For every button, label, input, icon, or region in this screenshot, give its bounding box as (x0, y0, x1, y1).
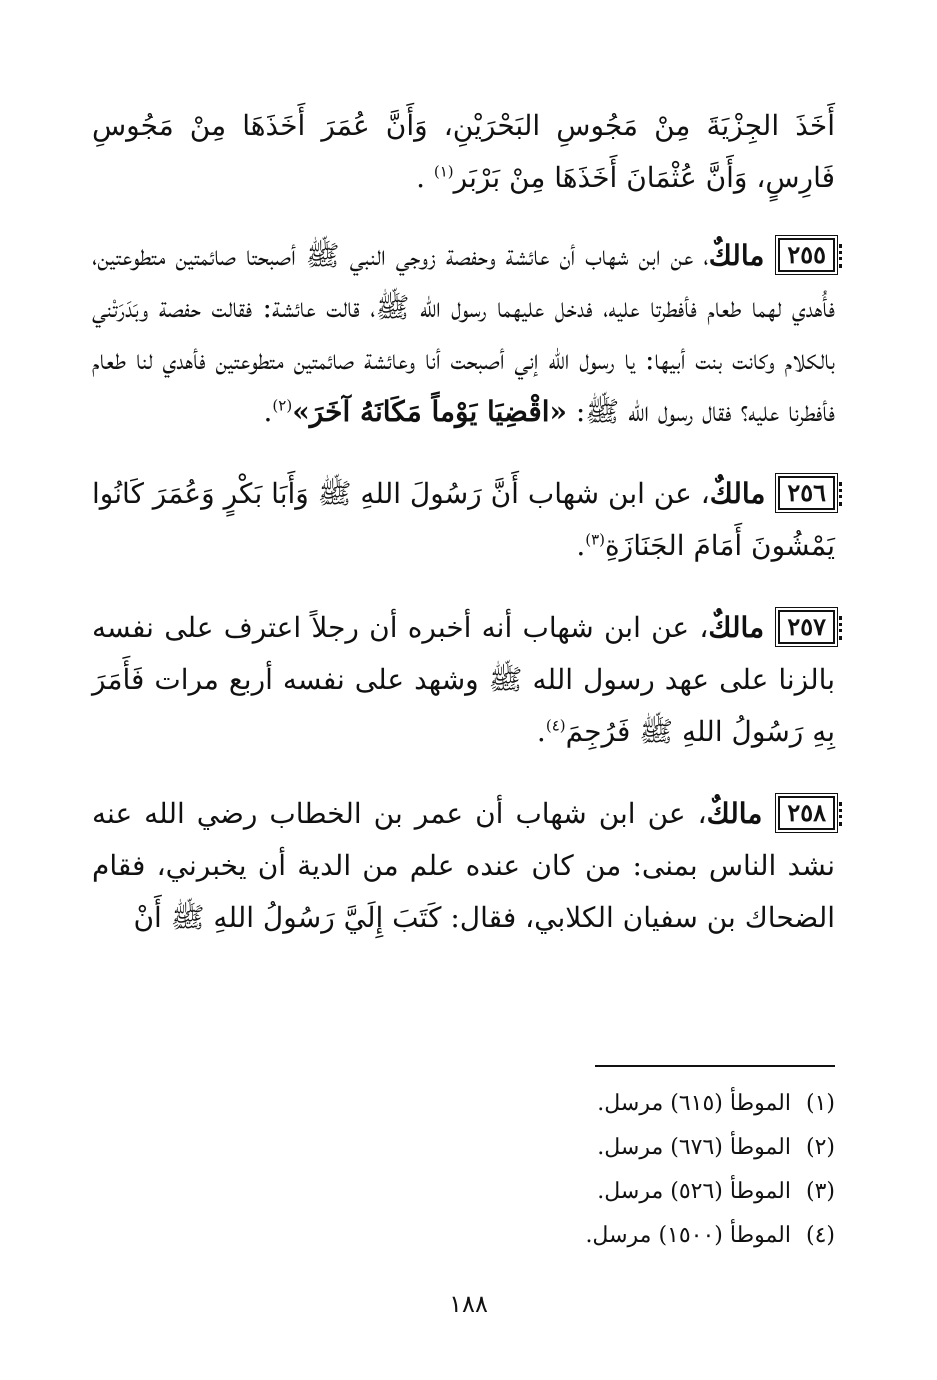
footnotes (235, 1082, 835, 1258)
hadith-text: ، عن ابن شهاب أن عائشة وحفصة زوجي النبي ﷺ أصبحتا صائمتين متطوعتين، فأُهدي لهما طعام فأفطرتا عليه، فدخل عليهما رسول الله ﷺ، قالت عائشة: فقالت حفصة وبَدَرَتْني بالكلام وكانت بنت أبيها: يا رسول الله إني أصبحت أنا وعائشة صائمتين متطوعتين فأهدي لنا طعام فأفطرنا عليه؟ فقال رسول الله ﷺ: (92, 239, 835, 428)
hadith-256 (92, 468, 835, 572)
narrator: مالكٌ (709, 477, 766, 510)
narrator: مالكٌ (706, 797, 763, 830)
hadith-text: ، عن ابن شهاب أَنَّ رَسُولَ اللهِ ﷺ وَأَبَا بَكْرٍ وَعُمَرَ كَانُوا يَمْشُونَ أَمَامَ الجَنَازَةِ (92, 477, 835, 562)
footnote-3 (235, 1170, 835, 1214)
hadith-end: . (263, 395, 273, 428)
footnote-ref[interactable]: (١) (433, 162, 454, 181)
footnote-number: (٣) (805, 1179, 835, 1204)
page-number: ١٨٨ (449, 1290, 488, 1318)
footnote-2 (235, 1126, 835, 1170)
footnote-text: الموطأ (٦٧٦) مرسل. (597, 1135, 791, 1160)
hadith-255 (92, 230, 835, 438)
footnote-number: (١) (805, 1091, 835, 1116)
footnote-number: (٢) (805, 1135, 835, 1160)
footnote-text: الموطأ (١٥٠٠) مرسل. (585, 1223, 791, 1248)
footnote-ref[interactable]: (٤) (545, 716, 566, 735)
hadith-number: ٢٥٧ (778, 610, 835, 644)
hadith-end: . (576, 529, 586, 562)
hadith-quote: «اقْضِيَا يَوْماً مَكَانَهُ آخَرَ» (292, 395, 567, 428)
hadith-end: . (536, 715, 546, 748)
footnote-divider (595, 1065, 835, 1067)
hadith-number: ٢٥٥ (778, 238, 835, 272)
hadith-text: ، عن ابن شهاب أنه أخبره أن رجلاً اعترف على نفسه بالزنا على عهد رسول الله ﷺ وشهد على نفسه أربع مرات فَأَمَرَ بِهِ رَسُولُ اللهِ ﷺ فَرُجِمَ (92, 611, 835, 748)
footnote-4 (235, 1214, 835, 1258)
footnote-number: (٤) (805, 1223, 835, 1248)
hadith-text: ، عن ابن شهاب أن عمر بن الخطاب رضي الله عنه نشد الناس بمنى: من كان عنده علم من الدية أن يخبرني، فقام الضحاك بن سفيان الكلابي، فقال: كَتَبَ إِلَيَّ رَسُولُ اللهِ ﷺ أَنْ (92, 797, 835, 934)
footnote-ref[interactable]: (٢) (272, 396, 293, 415)
intro-paragraph (92, 100, 835, 204)
footnote-ref[interactable]: (٣) (585, 530, 605, 549)
intro-end: . (416, 161, 434, 194)
hadith-number: ٢٥٦ (778, 476, 835, 510)
footnote-1 (235, 1082, 835, 1126)
footnote-text: الموطأ (٥٢٦) مرسل. (597, 1179, 791, 1204)
hadith-number: ٢٥٨ (778, 796, 835, 830)
hadith-258 (92, 788, 835, 944)
narrator: مالكٌ (708, 611, 765, 644)
footnote-text: الموطأ (٦١٥) مرسل. (597, 1091, 791, 1116)
narrator: مالكٌ (708, 239, 765, 272)
intro-text: أَخَذَ الجِزْيَةَ مِنْ مَجُوسِ البَحْرَيْنِ، وَأَنَّ عُمَرَ أَخَذَهَا مِنْ مَجُوسِ فَارِسٍ، وَأَنَّ عُثْمَانَ أَخَذَهَا مِنْ بَرْبَر (92, 109, 835, 194)
hadith-257 (92, 602, 835, 758)
